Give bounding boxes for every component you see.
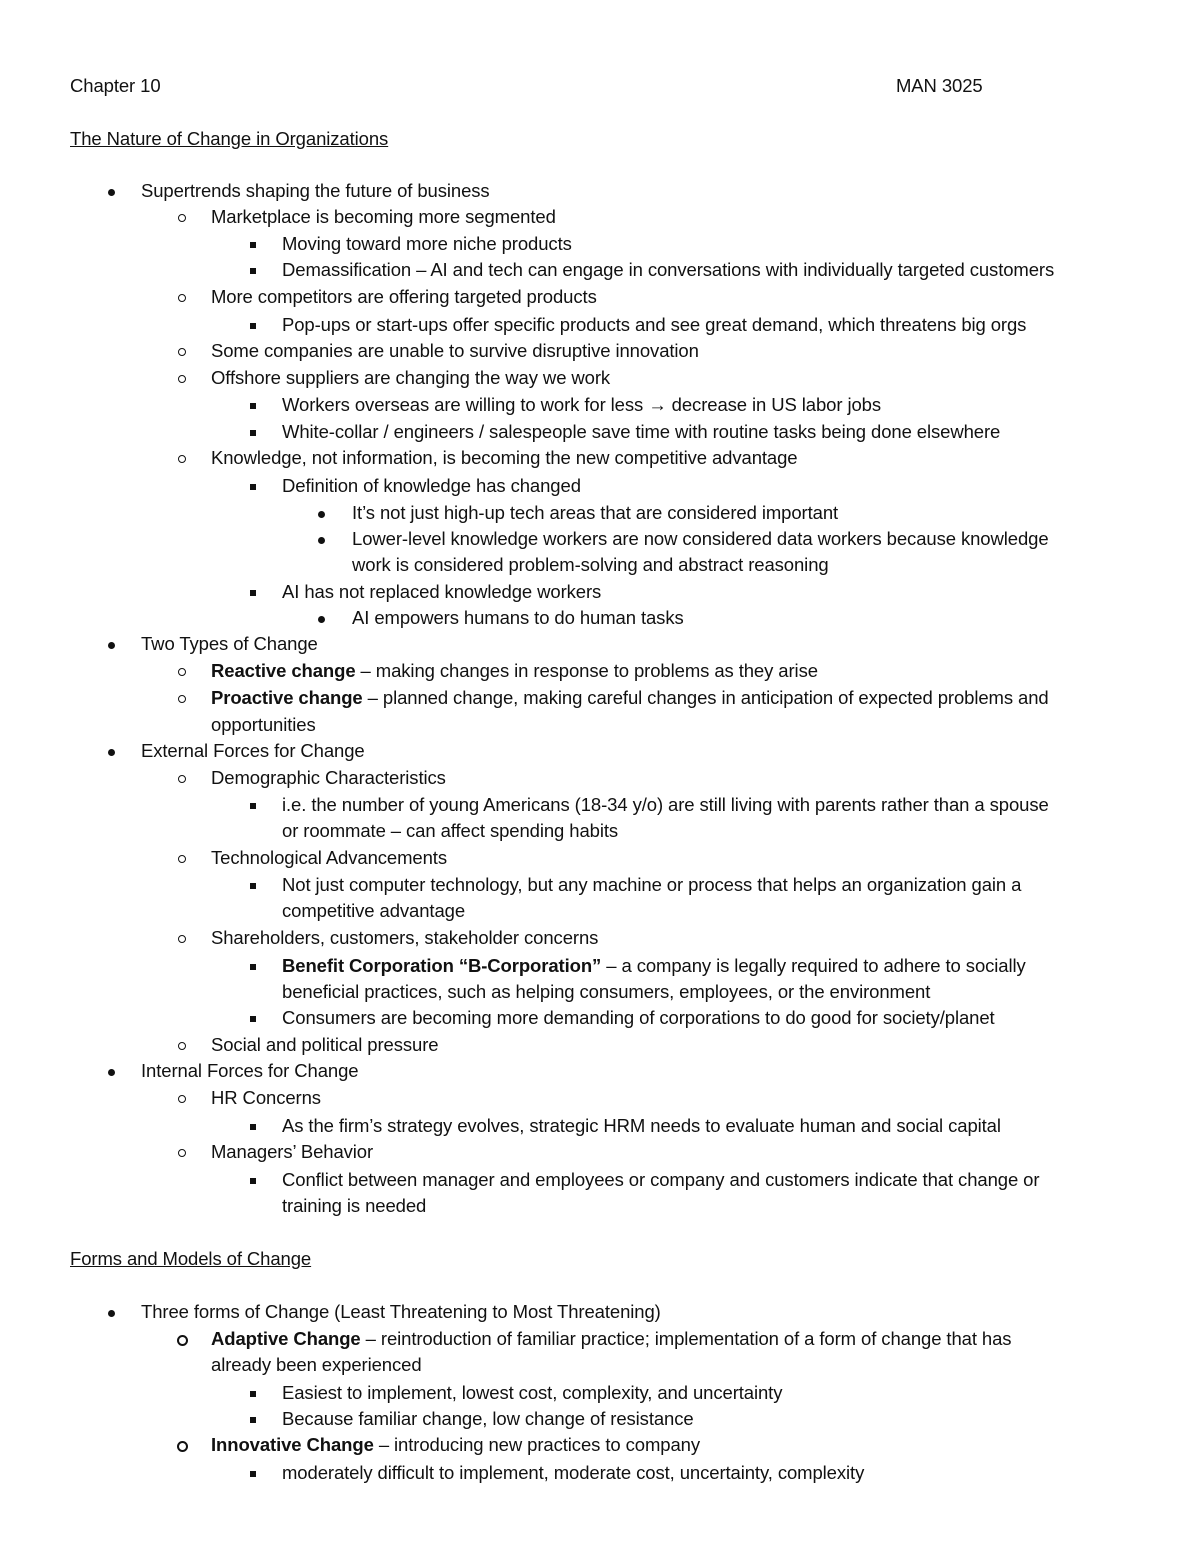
list-item-lowerlevel-cont: work is considered problem-solving and abstract reasoning xyxy=(352,554,829,575)
bullet-disc xyxy=(102,1059,120,1083)
list-item-bcorp-cont: beneficial practices, such as helping consumers, employees, or the environment xyxy=(282,981,931,1002)
list-item-internal: Internal Forces for Change xyxy=(141,1060,359,1081)
list-item-tech-detail-cont: competitive advantage xyxy=(282,900,466,921)
list-item-ai-empowers: AI empowers humans to do human tasks xyxy=(352,607,684,628)
bullet-circle xyxy=(173,339,191,363)
bullet-circle xyxy=(173,766,191,790)
list-item-three-forms: Three forms of Change (Least Threatening to Most Threatening) xyxy=(141,1301,661,1322)
reactive-def: – making changes in response to problems as they arise xyxy=(355,660,818,681)
list-item-knowledge: Knowledge, not information, is becoming the new competitive advantage xyxy=(211,447,798,468)
bcorp-term: Benefit Corporation “B-Corporation” xyxy=(282,955,602,976)
bullet-circle xyxy=(173,446,191,470)
list-item-familiar: Because familiar change, low change of resistance xyxy=(282,1408,694,1429)
bullet-square xyxy=(244,793,262,817)
list-item-two-types: Two Types of Change xyxy=(141,633,318,654)
bullet-circle xyxy=(173,1086,191,1110)
bullet-square xyxy=(244,1168,262,1192)
bullet-disc xyxy=(102,1300,120,1324)
bullet-disc xyxy=(102,632,120,656)
list-item-tech-detail: Not just computer technology, but any machine or process that helps an organization gain a xyxy=(282,874,1022,895)
bullet-disc xyxy=(312,527,330,551)
adaptive-term: Adaptive Change xyxy=(211,1328,361,1349)
bullet-circle-bold xyxy=(173,1433,191,1457)
bullet-circle xyxy=(173,366,191,390)
list-item-easiest: Easiest to implement, lowest cost, complexity, and uncertainty xyxy=(282,1382,783,1403)
list-item-lowerlevel: Lower-level knowledge workers are now considered data workers because knowledge xyxy=(352,528,1049,549)
bullet-square xyxy=(244,258,262,282)
proactive-def: – planned change, making careful changes in anticipation of expected problems and xyxy=(362,687,1049,708)
list-item-young-americans: i.e. the number of young Americans (18-34 y/o) are still living with parents rather than a spouse xyxy=(282,794,1049,815)
innovative-term: Innovative Change xyxy=(211,1434,374,1455)
bullet-circle xyxy=(173,659,191,683)
bullet-square xyxy=(244,1381,262,1405)
list-item-overseas xyxy=(282,393,881,417)
bullet-square xyxy=(244,1006,262,1030)
list-item-hr-detail: As the firm’s strategy evolves, strategic HRM needs to evaluate human and social capital xyxy=(282,1115,1001,1136)
list-item-demassification: Demassification – AI and tech can engage in conversations with individually targeted customers xyxy=(282,259,1055,280)
course-code: MAN 3025 xyxy=(896,75,983,96)
list-item-ai-not-replaced: AI has not replaced knowledge workers xyxy=(282,581,602,602)
bullet-disc xyxy=(102,179,120,203)
list-item-hr-concerns: HR Concerns xyxy=(211,1087,321,1108)
list-item-young-americans-cont: or roommate – can affect spending habits xyxy=(282,820,619,841)
list-item-definition: Definition of knowledge has changed xyxy=(282,475,581,496)
bullet-square xyxy=(244,232,262,256)
bullet-square xyxy=(244,580,262,604)
bullet-square xyxy=(244,393,262,417)
list-item-proactive xyxy=(211,686,1049,710)
list-item-external: External Forces for Change xyxy=(141,740,365,761)
adaptive-def: – reintroduction of familiar practice; implementation of a form of change that has xyxy=(360,1328,1012,1349)
overseas-text-a: Workers overseas are willing to work for less xyxy=(282,394,644,415)
list-item-adaptive-cont: already been experienced xyxy=(211,1354,422,1375)
bullet-square xyxy=(244,1407,262,1431)
innovative-def: – introducing new practices to company xyxy=(373,1434,700,1455)
bullet-circle xyxy=(173,205,191,229)
list-item-whitecollar: White-collar / engineers / salespeople save time with routine tasks being done elsewhere xyxy=(282,421,1001,442)
list-item-niche: Moving toward more niche products xyxy=(282,233,572,254)
list-item-demographic: Demographic Characteristics xyxy=(211,767,446,788)
overseas-text-b: decrease in US labor jobs xyxy=(671,394,882,415)
list-item-social-pressure: Social and political pressure xyxy=(211,1034,439,1055)
list-item-shareholders: Shareholders, customers, stakeholder concerns xyxy=(211,927,599,948)
reactive-term: Reactive change xyxy=(211,660,356,681)
list-item-offshore: Offshore suppliers are changing the way we work xyxy=(211,367,611,388)
bullet-square xyxy=(244,1461,262,1485)
bullet-disc xyxy=(312,501,330,525)
bullet-circle xyxy=(173,846,191,870)
list-item-conflict-cont: training is needed xyxy=(282,1195,427,1216)
right-arrow-icon: → xyxy=(648,394,667,415)
bullet-square xyxy=(244,1114,262,1138)
list-item-consumers: Consumers are becoming more demanding of corporations to do good for society/planet xyxy=(282,1007,995,1028)
section-title-nature-of-change: The Nature of Change in Organizations xyxy=(70,128,389,149)
bullet-circle-bold xyxy=(173,1327,191,1351)
bullet-circle xyxy=(173,926,191,950)
list-item-reactive xyxy=(211,659,818,683)
bullet-disc xyxy=(312,606,330,630)
bullet-circle xyxy=(173,1140,191,1164)
list-item-popups: Pop-ups or start-ups offer specific products and see great demand, which threatens big orgs xyxy=(282,314,1027,335)
list-item-conflict: Conflict between manager and employees or company and customers indicate that change or xyxy=(282,1169,1040,1190)
bullet-square xyxy=(244,873,262,897)
list-item-innovative xyxy=(211,1433,700,1457)
section-title-forms-and-models: Forms and Models of Change xyxy=(70,1248,312,1269)
list-item-hightech: It’s not just high-up tech areas that are considered important xyxy=(352,502,839,523)
chapter-label: Chapter 10 xyxy=(70,75,161,96)
bullet-circle xyxy=(173,686,191,710)
list-item-competitors: More competitors are offering targeted products xyxy=(211,286,597,307)
list-item-segmented: Marketplace is becoming more segmented xyxy=(211,206,556,227)
list-item-tech-advancements: Technological Advancements xyxy=(211,847,447,868)
list-item-adaptive xyxy=(211,1327,1011,1351)
bullet-circle xyxy=(173,285,191,309)
list-item-moderate: moderately difficult to implement, moderate cost, uncertainty, complexity xyxy=(282,1462,865,1483)
list-item-proactive-cont: opportunities xyxy=(211,714,316,735)
bullet-circle xyxy=(173,1033,191,1057)
bullet-square xyxy=(244,313,262,337)
list-item-bcorp xyxy=(282,954,1026,978)
proactive-term: Proactive change xyxy=(211,687,363,708)
bullet-square xyxy=(244,954,262,978)
bullet-disc xyxy=(102,739,120,763)
list-item-managers: Managers’ Behavior xyxy=(211,1141,374,1162)
bullet-square xyxy=(244,420,262,444)
bcorp-def: – a company is legally required to adhere to socially xyxy=(601,955,1026,976)
list-item-disruptive: Some companies are unable to survive disruptive innovation xyxy=(211,340,699,361)
bullet-square xyxy=(244,474,262,498)
list-item-supertrends: Supertrends shaping the future of business xyxy=(141,180,490,201)
